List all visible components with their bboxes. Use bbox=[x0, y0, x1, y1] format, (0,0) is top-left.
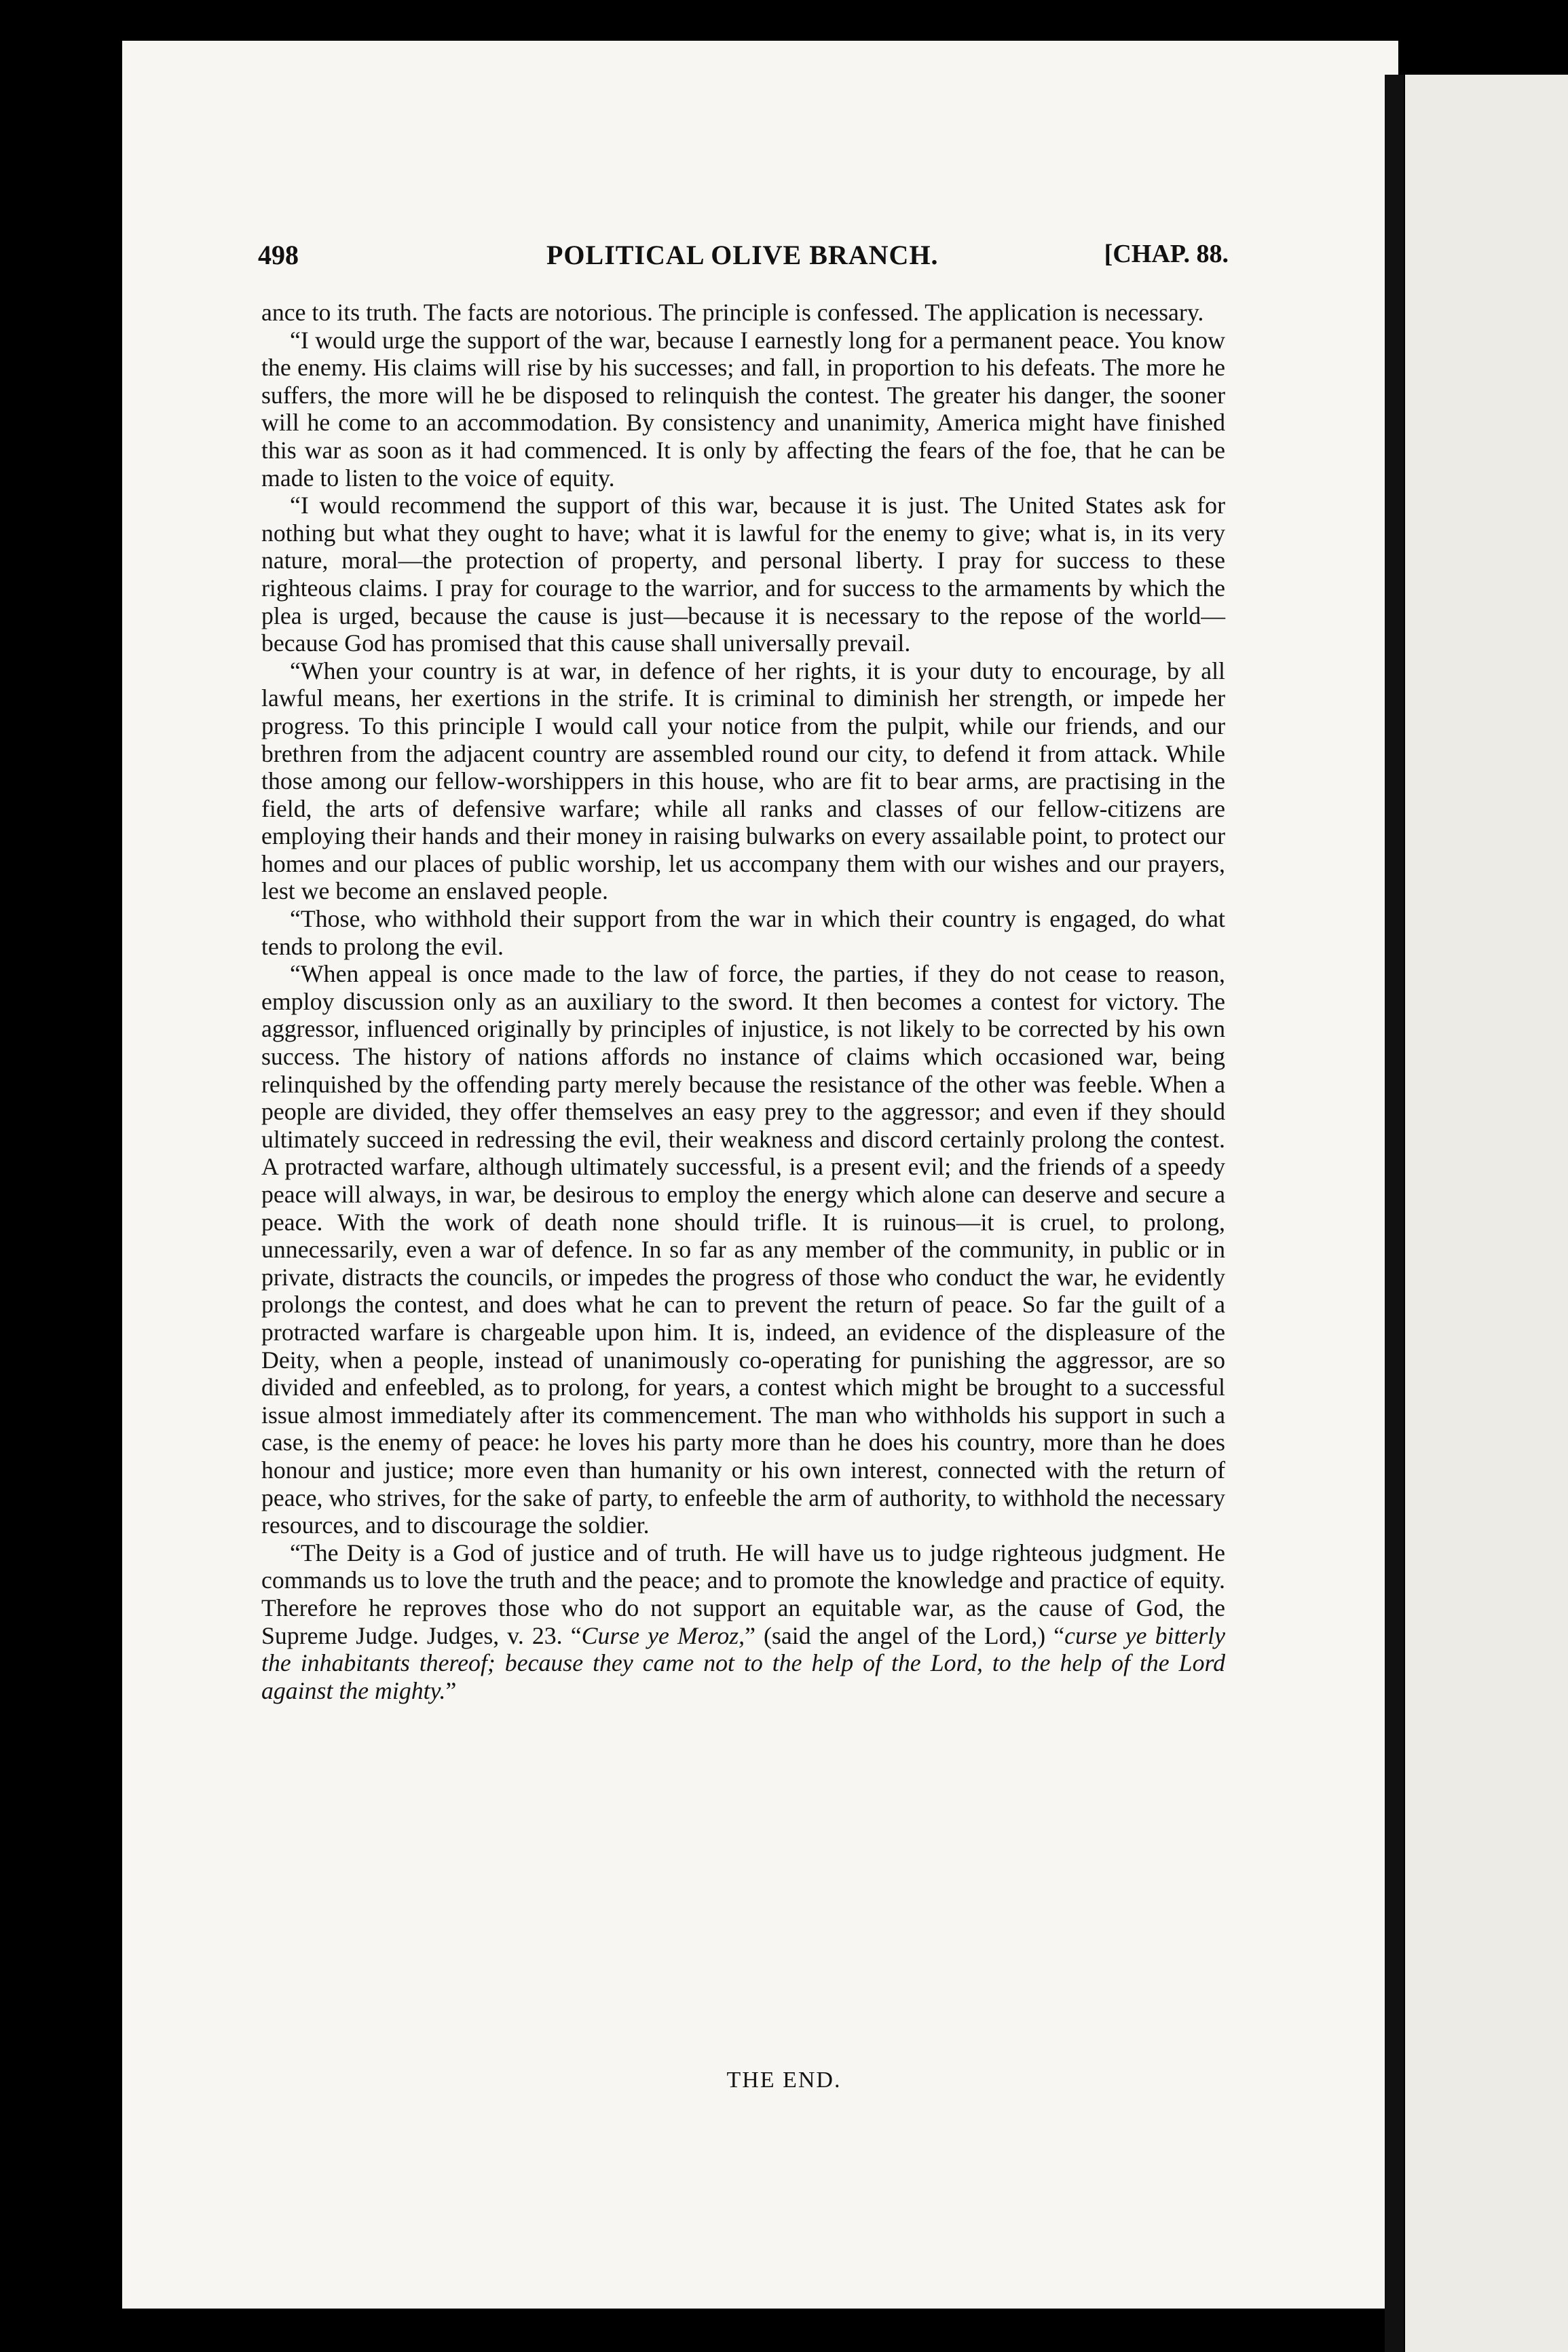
running-header bbox=[258, 239, 1229, 280]
paragraph: “When your country is at war, in defence of her rights, it is your duty to encourage, by all lawful means, her exertions in the strife. It is criminal to diminish her strength, or impede her progress. To this principle I would call your notice from the pulpit, while our friends, and our brethren from the adjacent country are assembled round our city, to defend it from attack. While those among our fellow-worshippers in this house, who are fit to bear arms, are practising in the field, the arts of defensive warfare; while all ranks and classes of our fellow-citizens are employing their hands and their money in raising bulwarks on every assailable point, to protect our homes and our places of public worship, let us accompany them with our wishes and our prayers, lest we become an enslaved people. bbox=[261, 657, 1225, 905]
facing-page-edge bbox=[1405, 75, 1568, 2352]
scripture-quote: curse ye bitterly the inhabitants thereof; because they came not to the help of the Lord, to the help of the Lord against the mighty. bbox=[261, 1621, 1225, 1704]
running-title: POLITICAL OLIVE BRANCH. bbox=[546, 240, 939, 270]
scripture-quote: Curse ye Meroz, bbox=[581, 1621, 745, 1649]
closing-paragraph bbox=[261, 1539, 1225, 1705]
paragraph: “Those, who withhold their support from the war in which their country is engaged, do what tends to prolong the evil. bbox=[261, 905, 1225, 960]
page-gutter bbox=[1385, 75, 1404, 2352]
paragraph: “I would recommend the support of this war, because it is just. The United States ask for nothing but what they ought to have; what it is lawful for the enemy to give; what is, in its very nature, moral—the protection of property, and personal liberty. I pray for success to these righteous claims. I pray for courage to the warrior, and for success to the armaments by which the plea is urged, because the cause is just—because it is necessary to the repose of the world—because God has promised that this cause shall universally prevail. bbox=[261, 492, 1225, 657]
closing-text: “The Deity is a God of justice and of truth. He will have us to judge righteous judgment. He commands us to love the truth and the peace; and to promote the knowledge and practice of equity. Therefore he reproves those who do not support an equitable war, as the cause of God, the Supreme Judge. Judges, v. 23. bbox=[261, 1539, 1225, 1649]
the-end-label: THE END. bbox=[726, 2068, 842, 2093]
chapter-label: [CHAP. 88. bbox=[1104, 240, 1229, 268]
body-text bbox=[261, 299, 1225, 1704]
page-number: 498 bbox=[258, 240, 299, 270]
paragraph: ance to its truth. The facts are notorious. The principle is confessed. The application is necessary. bbox=[261, 299, 1204, 326]
attribution: ” (said the angel of the Lord,) “ bbox=[745, 1621, 1065, 1649]
quote-mark: ” bbox=[445, 1676, 457, 1704]
quote-mark: “ bbox=[562, 1621, 582, 1649]
paragraph: “I would urge the support of the war, because I earnestly long for a permanent peace. You know the enemy. His claims will rise by his successes; and fall, in proportion to his defeats. The more he suffers, the more will he be disposed to relinquish the contest. The greater his danger, the sooner will he come to an accommodation. By consistency and unanimity, America might have finished this war as soon as it had commenced. It is only by affecting the fears of the foe, that he can be made to listen to the voice of equity. bbox=[261, 326, 1225, 492]
paragraph: “When appeal is once made to the law of force, the parties, if they do not cease to reason, employ discussion only as an auxiliary to the sword. It then becomes a contest for victory. The aggressor, influenced originally by principles of injustice, is not likely to be corrected by his own success. The history of nations affords no instance of claims which occasioned war, being relinquished by the offending party merely because the resistance of the other was feeble. When a people are divided, they offer themselves an easy prey to the aggressor; and even if they should ultimately succeed in redressing the evil, their weakness and discord certainly prolong the contest. A protracted warfare, although ultimately successful, is a present evil; and the friends of a speedy peace will always, in war, be desirous to employ the energy which alone can deserve and secure a peace. With the work of death none should trifle. It is ruinous—it is cruel, to prolong, unnecessarily, even a war of defence. In so far as any member of the community, in public or in private, distracts the councils, or impedes the progress of those who conduct the war, he evidently prolongs the contest, and does what he can to prevent the return of peace. So far the guilt of a protracted warfare is chargeable upon him. It is, indeed, an evidence of the displeasure of the Deity, when a people, instead of unanimously co-operating for punishing the aggressor, are so divided and enfeebled, as to prolong, for years, a contest which might be brought to a successful issue almost immediately after its commencement. The man who withholds his support in such a case, is the enemy of peace: he loves his party more than he does his country, more than he does honour and justice; more even than humanity or his own interest, connected with the return of peace, who strives, for the sake of party, to enfeeble the arm of authority, to withhold the necessary resources, and to discourage the soldier. bbox=[261, 960, 1225, 1539]
